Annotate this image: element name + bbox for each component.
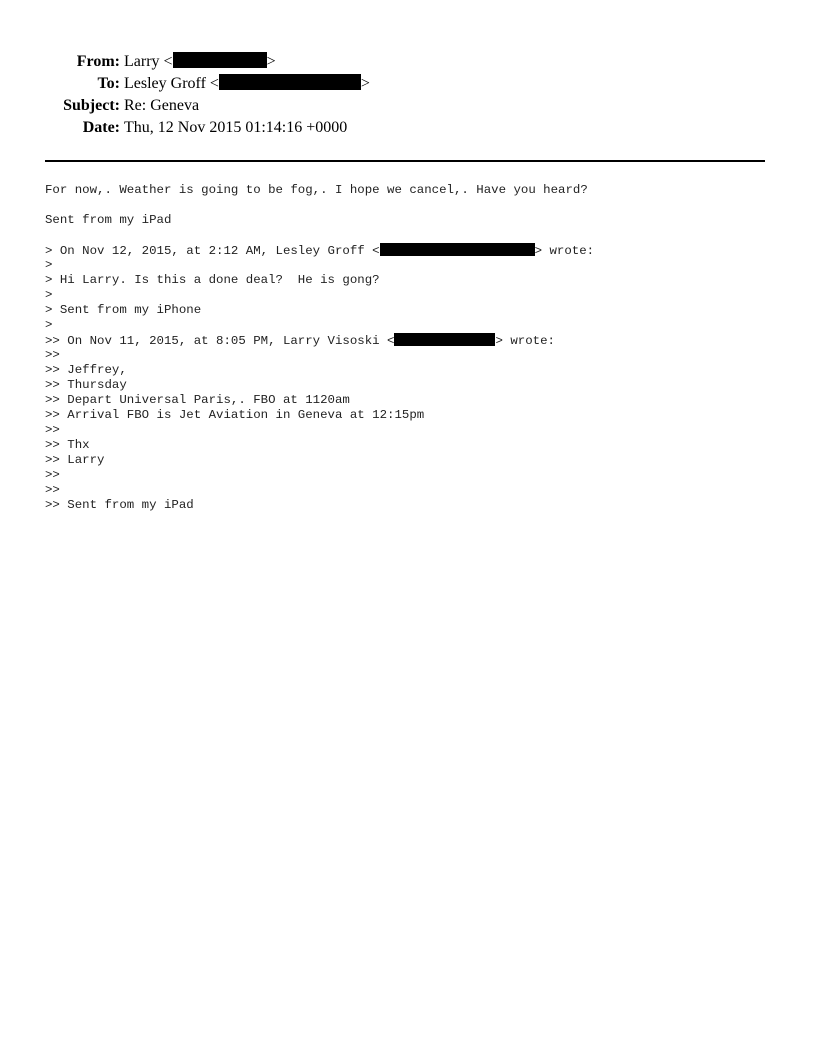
signature-line: Sent from my iPad [45,213,172,227]
blank-line [45,198,785,213]
nested-quote-line: >> Jeffrey, [45,363,127,377]
date-label: Date: [82,119,120,136]
nested-quote-line: >> [45,423,60,437]
subject-label: Subject: [63,97,120,114]
nested-quote-line: >> Sent from my iPad [45,498,194,512]
nested-quote-attribution [45,333,785,348]
from-close: > [266,53,276,70]
date-value: Thu, 12 Nov 2015 01:14:16 +0000 [124,119,348,136]
quote-line: > [45,258,53,272]
quote-attribution-suffix: > wrote: [534,244,595,258]
quote-line: > Hi Larry. Is this a done deal? He is gong? [45,273,380,287]
header-divider [45,160,765,162]
quote-attribution [45,243,785,258]
to-close: > [360,75,370,92]
to-name: Lesley Groff < [124,75,219,92]
redaction-box [394,333,495,346]
email-body [45,183,785,513]
nested-quote-line: >> Depart Universal Paris,. FBO at 1120am [45,393,350,407]
quote-line: > Sent from my iPhone [45,303,202,317]
to-label: To: [97,75,120,92]
to-value [124,73,370,95]
redaction-box [219,74,361,90]
nested-quote-line: >> Larry [45,453,105,467]
quote-line: > [45,318,53,332]
body-line: For now,. Weather is going to be fog,. I hope we cancel,. Have you heard? [45,183,588,197]
nested-quote-attribution-suffix: > wrote: [495,334,555,348]
nested-quote-line: >> Arrival FBO is Jet Aviation in Geneva at 12:15pm [45,408,425,422]
quote-line: > [45,288,53,302]
redaction-box [380,243,535,256]
nested-quote-line: >> [45,348,60,362]
from-name: Larry < [124,53,173,70]
nested-quote-line: >> [45,468,60,482]
nested-quote-line: >> [45,483,60,497]
quote-attribution-prefix: > On Nov 12, 2015, at 2:12 AM, Lesley Groff < [45,244,380,258]
from-label: From: [76,53,120,70]
nested-quote-attribution-prefix: >> On Nov 11, 2015, at 8:05 PM, Larry Visoski < [45,334,395,348]
from-value [124,51,276,73]
subject-value: Re: Geneva [124,97,200,114]
redaction-box [173,52,267,68]
blank-line [45,228,785,243]
nested-quote-line: >> Thx [45,438,90,452]
nested-quote-line: >> Thursday [45,378,127,392]
